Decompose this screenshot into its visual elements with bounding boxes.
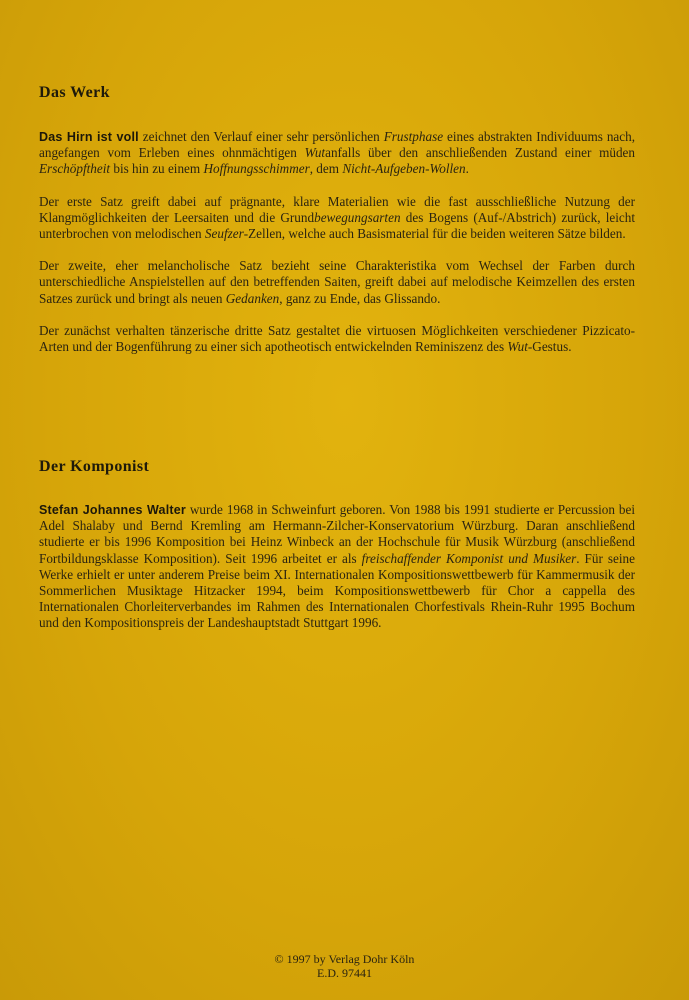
composer-name: Stefan Johannes Walter: [39, 503, 186, 517]
section-der-komponist: [39, 502, 635, 632]
copyright-notice: © 1997 by Verlag Dohr Köln: [274, 952, 415, 966]
komponist-paragraph: Stefan Johannes Walter wurde 1968 in Schweinfurt geboren. Von 1988 bis 1991 studierte er Percussion bei Adel Shalaby und Bernd Kremling am Hermann-Zilcher-Konservatorium Würzburg. Daran anschließend studierte er bis 1996 Komposition bei Heinz Winbeck an der Hochschule für Musik Würzburg (anschließend Fortbildungsklasse Komposition). Seit 1996 arbeitet er als freischaffender Komponist und Musiker. Für seine Werke erhielt er unter anderem Preise beim XI. Internationalen Kompositionswettbewerb für Kammermusik der Sommerlichen Musiktage Hitzacker 1994, beim Kompositionswettbewerb für Chor a cappella des Internationalen Chorleiterverbandes im Rahmen des Internationalen Chorfestivals Rhein-Ruhr 1995 Bochum und den Kompositionspreis der Landeshauptstadt Stuttgart 1996.: [39, 502, 635, 631]
heading-der-komponist: Der Komponist: [39, 458, 150, 475]
werk-paragraph-1: Das Hirn ist voll zeichnet den Verlauf einer sehr persönlichen Frustphase eines abstrakten Individuums nach, angefangen vom Erleben eines ohnmächtigen Wutanfalls über den anschließenden Zustand einer müden Erschöpftheit bis hin zu einem Hoffnungsschimmer, dem Nicht-Aufgeben-Wollen.: [39, 129, 636, 177]
work-title: Das Hirn ist voll: [39, 130, 139, 144]
edition-number: E.D. 97441: [317, 966, 372, 980]
footer: [0, 952, 689, 980]
werk-paragraph-3: Der zweite, eher melancholische Satz bezieht seine Charakteristika vom Wechsel der Farben durch unterschiedliche Anspielstellen auf den betreffenden Saiten, greift dabei auf melodische Keimzellen des ersten Satzes zurück und bringt als neuen Gedanken, ganz zu Ende, das Glissando.: [39, 258, 635, 306]
section-das-werk: [39, 129, 635, 355]
werk-paragraph-2: Der erste Satz greift dabei auf prägnante, klare Materialien wie die fast ausschließliche Nutzung der Klangmöglichkeiten der Leersaiten und die Grundbewegungsarten des Bogens (Auf-/Abstrich) zurück, leicht unterbrochen von melodischen Seufzer-Zellen, welche auch Basismaterial für die beiden weiteren Sätze bilden.: [39, 193, 635, 242]
heading-das-werk: Das Werk: [39, 84, 110, 101]
werk-paragraph-4: Der zunächst verhalten tänzerische dritte Satz gestaltet die virtuosen Möglichkeiten verschiedener Pizzicato-Arten und der Bogenführung zu einer sich apotheotisch entwickelnden Reminiszenz des Wut-Gestus.: [39, 322, 635, 355]
